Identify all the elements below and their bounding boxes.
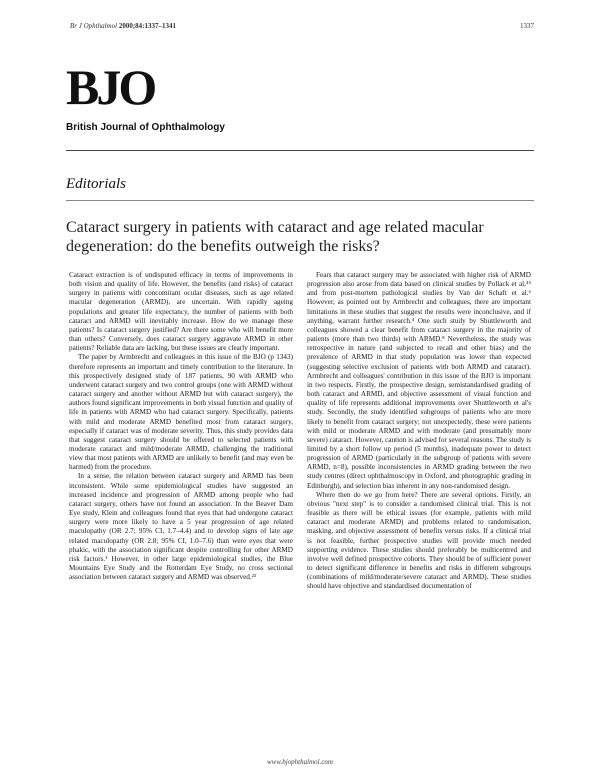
page-number: 1337 — [520, 22, 534, 30]
article-title: Cataract surgery in patients with cataract and age related macular degeneration: do the benefits outweigh the risks? — [66, 219, 484, 255]
paragraph: Where then do we go from here? There are several options. Firstly, an obvious "next step" is to consider a randomised clinical trial. This is not feasible as there will be ethical issues (for example, patients with mild cataract and moderate ARMD) and problems related to randomisation, masking, and objective assessment of benefits versus risks. If a clinical trial is not feasible, further prospective studies will provide much needed supporting evidence. These studies should preferably be multicentred and involve well defined prospective cohorts. They should be of sufficient power to detect significant difference in benefits and risks in different subgroups (combinations of mild/moderate/severe cataract and ARMD). These studies should have objective and standardised documentation of — [307, 490, 531, 591]
paragraph: The paper by Armbrecht and colleagues in this issue of the BJO (p 1343) therefore represents an important and timely contribution to the literature. In this prospectively designed study of 187 patients, 90 with ARMD who underwent cataract surgery and two control groups (one with ARMD without cataract surgery and another without ARMD but with cataract surgery), the authors found significant improvements in both visual function and quality of life in patients with ARMD who had cataract surgery. Specifically, patients with mild and moderate ARMD benefited most from cataract surgery, especially if cataract was of moderate severity. Thus, this study provides data that suggest cataract surgery should be offered to selected patients with moderate cataract and mild/moderate ARMD, challenging the traditional view that most patients with ARMD are unlikely to benefit (and may even be harmed) from the procedure. — [69, 353, 293, 472]
paragraph: In a sense, the relation between cataract surgery and ARMD has been inconsistent. While some epidemiological studies have suggested an increased incidence and progression of ARMD among people who had cataract surgery, others have not found an association. In the Beaver Dam Eye study, Klein and colleagues found that eyes that had undergone cataract surgery were more likely to have a 5 year progression of age related maculopathy (OR 2.7; 95% CI, 1.7–4.4) and to develop signs of late age related maculopathy (OR 2.8; 95% CI, 1.0–7.6) than were eyes that were phakic, with the association significant despite controlling for other ARMD risk factors.¹ However, in other large epidemiological studies, the Blue Mountains Eye Study and the Rotterdam Eye Study, no cross sectional association between cataract surgery and ARMD was observed.²³ — [69, 472, 293, 582]
citation-volume-pages: 2000;84:1337–1341 — [117, 22, 176, 30]
article-column-right — [307, 271, 531, 591]
article-column-left — [69, 271, 293, 582]
section-title: Editorials — [66, 176, 127, 192]
paragraph: Cataract extraction is of undisputed efficacy in terms of improvements in both vision and quality of life. However, the benefits (and risks) of cataract surgery in patients with concomitant ocular diseases, such as age related macular degeneration (ARMD), are uncertain. With rapidly ageing populations and greater life expectancy, the number of patients with both cataract and ARMD will inevitably increase. How do we manage these patients? Is cataract surgery justified? Are there some who will benefit more than others? Conversely, does cataract surgery aggravate ARMD in other patients? Reliable data are lacking, but these issues are clearly important. — [69, 271, 293, 353]
citation-journal: Br J Ophthalmol — [70, 22, 118, 30]
journal-logo: BJO — [66, 59, 155, 115]
footer-url: www.bjophthalmol.com — [267, 758, 333, 766]
journal-name: British Journal of Ophthalmology — [66, 122, 225, 133]
masthead-divider — [66, 150, 534, 151]
running-head-citation — [70, 22, 176, 30]
paragraph: Fears that cataract surgery may be associated with higher risk of ARMD progression also arose from data based on clinical studies by Pollack et al,⁴⁵ and from post-mortem pathological studies by Van der Schaft et al.⁶ However, as pointed out by Armbrecht and colleagues, there are important limitations in these studies that suggest the results were inconclusive, and if anything, warrant further research.⁴ One such study by Shuttleworth and colleagues showed a clear benefit from cataract surgery in the majority of patients (more than two thirds) with ARMD.⁸ Nevertheless, the study was retrospective in nature (and subjected to recall and other bias) and the prevalence of ARMD in that study population was lower than expected (suggesting selective exclusion of patients with both ARMD and cataract). Armbrecht and colleagues' contribution in this issue of the BJO is important in two respects. Firstly, the prospective design, semistandardised grading of both cataract and ARMD, and objective assessment of visual function and quality of life represents additional improvements over Shuttleworth et al's study. Secondly, the study identified subgroups of patients who are more likely to benefit from cataract surgery; not unexpectedly, these were patients with mild or moderate ARMD and with moderate (and presumably more severe) cataract. However, caution is advised for several reasons. The study is limited by a short follow up period (5 months), inadequate power to detect progression of ARMD (particularly in the subgroup of patients with severe ARMD, n=8), possible inconsistencies in ARMD grading between the two study centres (direct ophthalmoscopy in Oxford, and photographic grading in Edinburgh), and selection bias inherent in any non-randomised design. — [307, 271, 531, 490]
section-divider — [66, 200, 534, 201]
